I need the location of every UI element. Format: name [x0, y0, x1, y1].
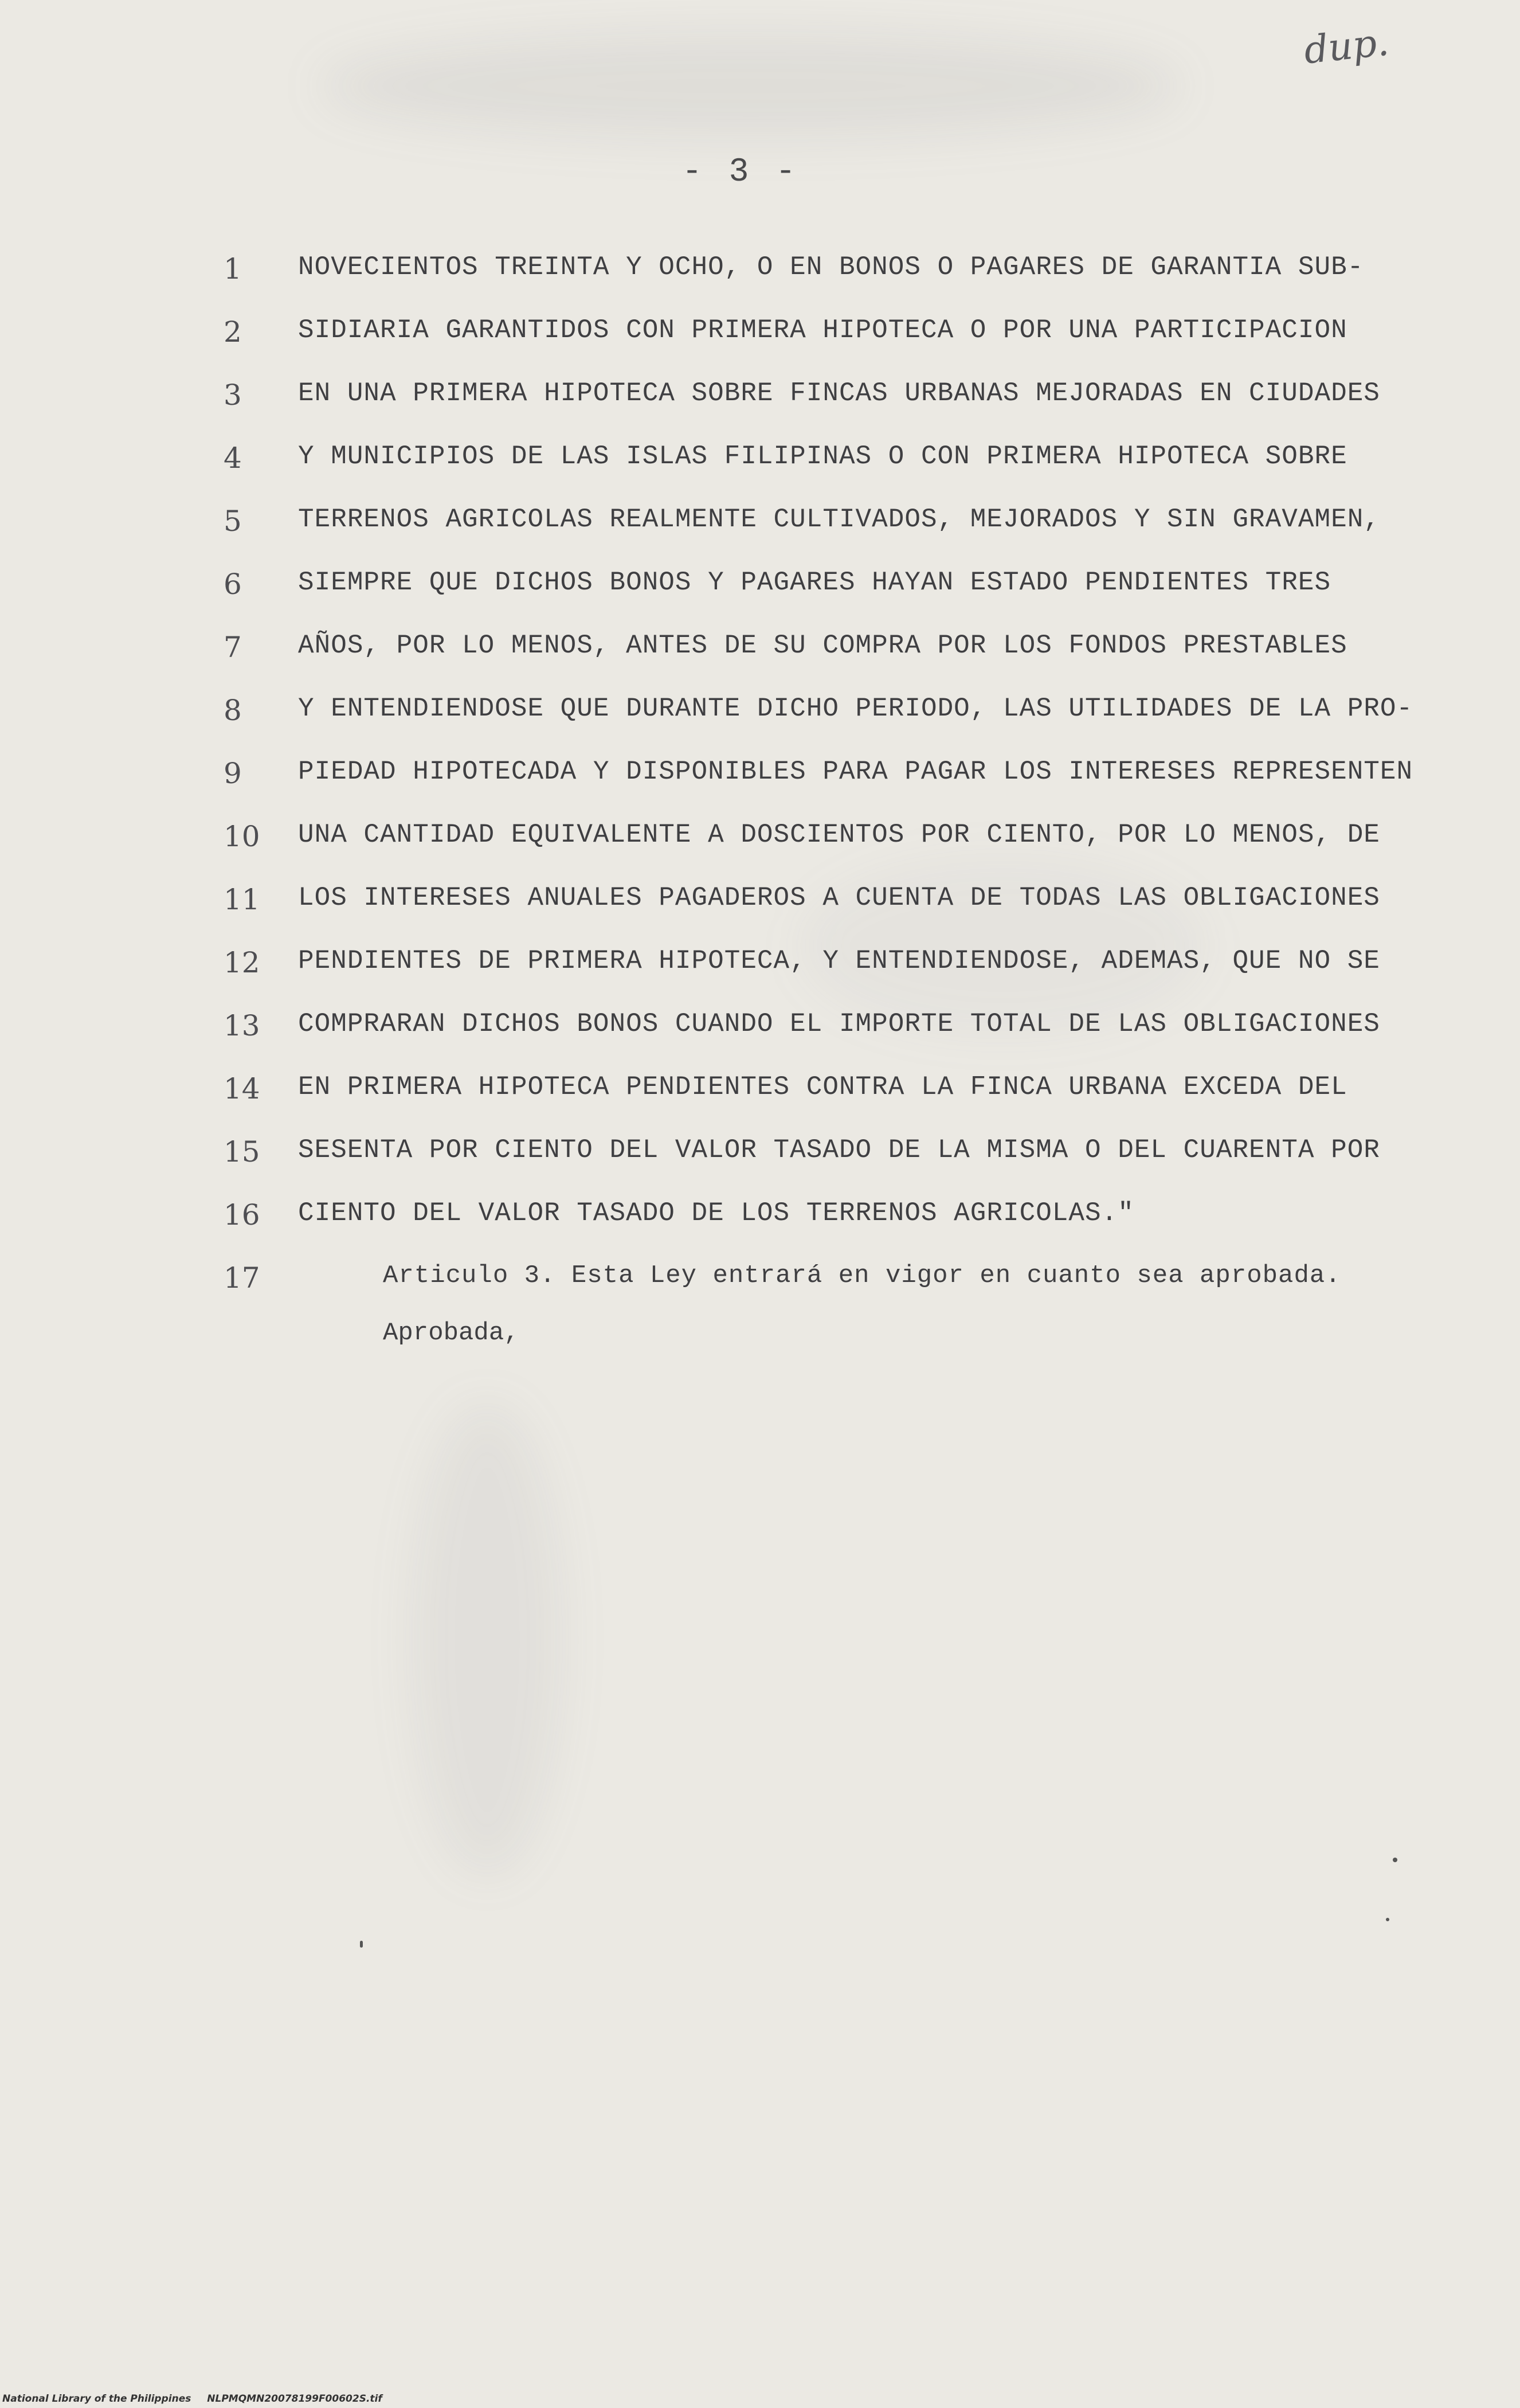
text-line — [0, 568, 1520, 613]
line-text: SIEMPRE QUE DICHOS BONOS Y PAGARES HAYAN ESTADO PENDIENTES TRES — [298, 568, 1331, 597]
text-line — [0, 883, 1520, 929]
text-line — [0, 378, 1520, 424]
text-line — [0, 1198, 1520, 1244]
text-line — [0, 946, 1520, 992]
line-text: AÑOS, POR LO MENOS, ANTES DE SU COMPRA POR LOS FONDOS PRESTABLES — [298, 631, 1347, 660]
line-number: 17 — [224, 1261, 260, 1295]
line-number: 2 — [224, 315, 242, 349]
line-number: 14 — [224, 1072, 260, 1105]
line-text: SIDIARIA GARANTIDOS CON PRIMERA HIPOTECA O POR UNA PARTICIPACION — [298, 315, 1347, 345]
line-text: EN PRIMERA HIPOTECA PENDIENTES CONTRA LA FINCA URBANA EXCEDA DEL — [298, 1072, 1347, 1102]
line-number: 12 — [224, 946, 260, 979]
handwritten-note: dup. — [1302, 19, 1391, 73]
scan-speck — [1393, 1858, 1397, 1862]
line-text: NOVECIENTOS TREINTA Y OCHO, O EN BONOS O PAGARES DE GARANTIA SUB- — [298, 252, 1364, 282]
footer-file-id: NLPMQMN20078199F00602S.tif — [207, 2393, 382, 2405]
page-number: - 3 - — [682, 154, 800, 191]
line-number: 7 — [224, 631, 242, 664]
text-line — [0, 694, 1520, 740]
text-line — [0, 631, 1520, 677]
line-number: 8 — [224, 694, 242, 727]
scan-smudge — [413, 1405, 562, 1875]
line-number: 1 — [224, 252, 242, 286]
scan-smudge — [321, 34, 1181, 138]
text-line — [0, 252, 1520, 298]
line-text: UNA CANTIDAD EQUIVALENTE A DOSCIENTOS POR CIENTO, POR LO MENOS, DE — [298, 820, 1380, 850]
line-number: 3 — [224, 378, 242, 412]
text-line — [0, 505, 1520, 550]
text-line — [0, 820, 1520, 866]
text-line — [0, 1072, 1520, 1118]
scan-speck — [1386, 1918, 1389, 1921]
text-line — [0, 757, 1520, 803]
line-number: 5 — [224, 505, 242, 538]
line-number: 4 — [224, 441, 242, 475]
line-text: CIENTO DEL VALOR TASADO DE LOS TERRENOS AGRICOLAS." — [298, 1198, 1134, 1228]
line-text: TERRENOS AGRICOLAS REALMENTE CULTIVADOS, MEJORADOS Y SIN GRAVAMEN, — [298, 505, 1380, 534]
closing-text: Aprobada, — [383, 1319, 519, 1347]
line-number: 16 — [224, 1198, 260, 1232]
line-number: 10 — [224, 820, 260, 853]
line-number: 15 — [224, 1135, 260, 1168]
line-text: Articulo 3. Esta Ley entrará en vigor en cuanto sea aprobada. — [383, 1261, 1341, 1290]
text-line — [0, 315, 1520, 361]
line-text: SESENTA POR CIENTO DEL VALOR TASADO DE LA MISMA O DEL CUARENTA POR — [298, 1135, 1380, 1165]
line-number: 13 — [224, 1009, 260, 1042]
line-number: 9 — [224, 757, 242, 790]
text-line — [0, 1261, 1520, 1307]
line-text: COMPRARAN DICHOS BONOS CUANDO EL IMPORTE TOTAL DE LAS OBLIGACIONES — [298, 1009, 1380, 1039]
line-text: EN UNA PRIMERA HIPOTECA SOBRE FINCAS URBANAS MEJORADAS EN CIUDADES — [298, 378, 1380, 408]
line-text: PIEDAD HIPOTECADA Y DISPONIBLES PARA PAGAR LOS INTERESES REPRESENTEN — [298, 757, 1413, 787]
line-number: 11 — [224, 883, 260, 916]
footer-library: National Library of the Philippines — [2, 2393, 191, 2405]
scan-footer — [2, 2393, 395, 2405]
text-line — [0, 1135, 1520, 1181]
line-text: Y ENTENDIENDOSE QUE DURANTE DICHO PERIODO, LAS UTILIDADES DE LA PRO- — [298, 694, 1413, 724]
text-line — [0, 1009, 1520, 1055]
line-text: PENDIENTES DE PRIMERA HIPOTECA, Y ENTENDIENDOSE, ADEMAS, QUE NO SE — [298, 946, 1380, 976]
scan-speck — [360, 1941, 363, 1948]
line-number: 6 — [224, 568, 242, 601]
line-text: Y MUNICIPIOS DE LAS ISLAS FILIPINAS O CON PRIMERA HIPOTECA SOBRE — [298, 441, 1347, 471]
text-line — [0, 441, 1520, 487]
line-text: LOS INTERESES ANUALES PAGADEROS A CUENTA DE TODAS LAS OBLIGACIONES — [298, 883, 1380, 913]
